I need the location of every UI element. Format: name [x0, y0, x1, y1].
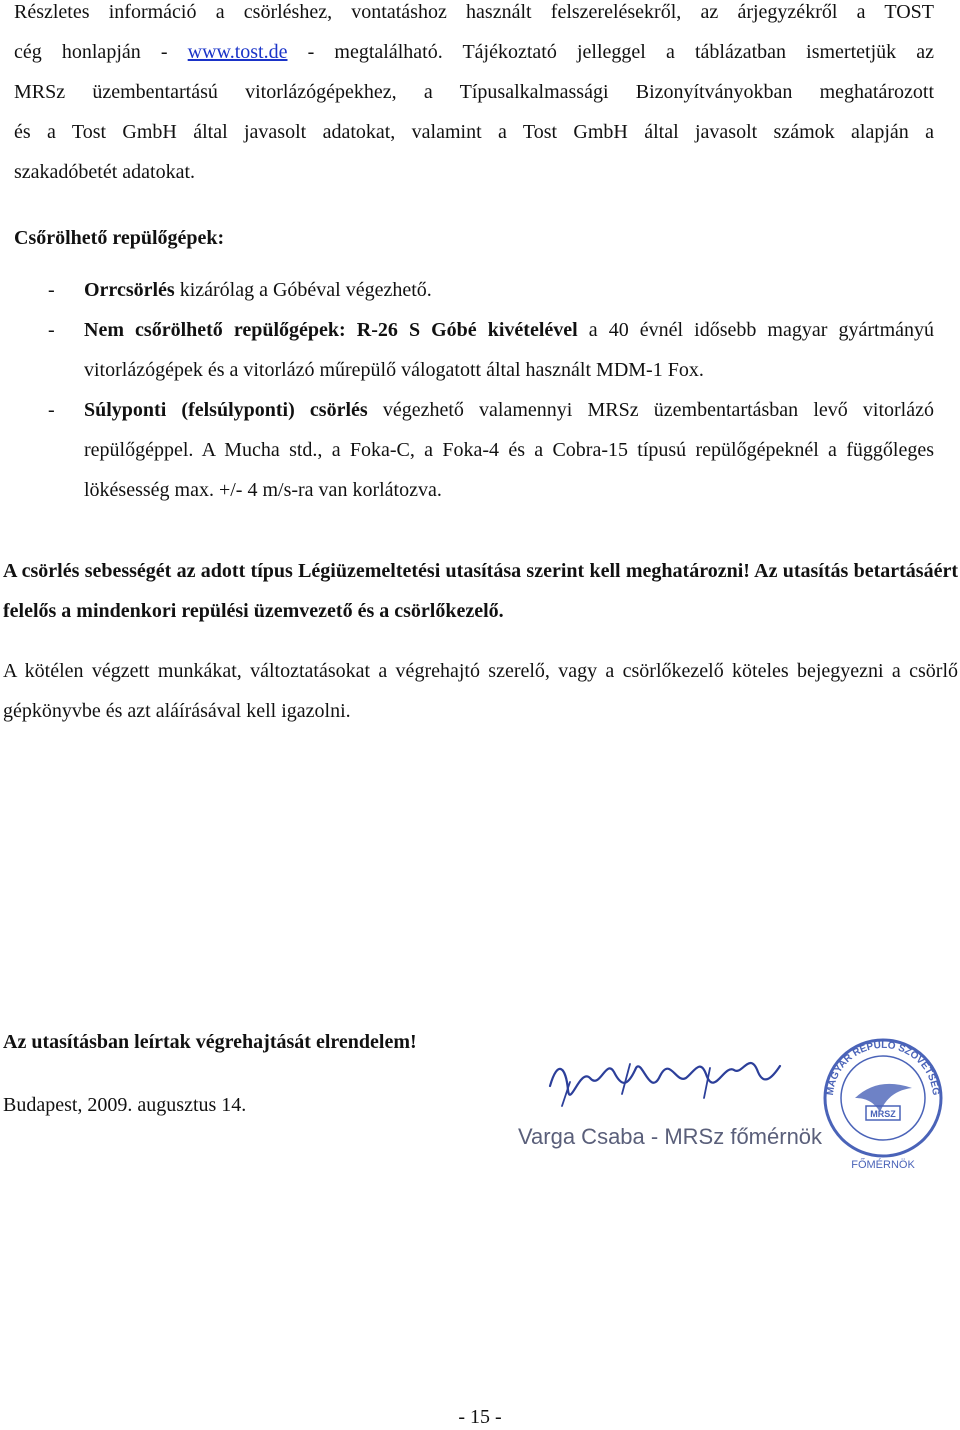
bullet-dash: -: [48, 319, 55, 341]
bullet-text: végezhető valamennyi MRSz üzembentartásban levő vitorlázó repülőgéppel. A Mucha std., a Foka-C, a Foka-4 és a Cobra-15 típusú repülőgépeknél a függőleges lökésesség max. +/- 4 m/s-ra van korlátozva.: [84, 399, 934, 501]
page-number: - 15 -: [458, 1406, 502, 1428]
bullet-text: a 40 évnél idősebb magyar gyártmányú vitorlázógépek és a vitorlázó műrepülő válogatott által használt MDM-1 Fox.: [84, 319, 934, 381]
signature-scribble: [550, 1063, 780, 1095]
stamp-center-text: MRSZ: [870, 1109, 896, 1119]
bullet-item: [84, 310, 934, 390]
order-line: Az utasításban leírtak végrehajtását elrendelem!: [3, 1031, 417, 1053]
signature-graphic: [510, 1028, 950, 1178]
intro-line-5: szakadóbetét adatokat.: [14, 161, 196, 183]
signature-name: Varga Csaba - MRSz főmérnök: [518, 1124, 823, 1149]
date-line: Budapest, 2009. augusztus 14.: [3, 1094, 247, 1116]
signature-block: [510, 1028, 950, 1178]
intro-line-1: Részletes információ a csörléshez, vontatáshoz használt felszerelésekről, az árjegyzékről a TOST: [14, 1, 934, 23]
bullet-bold-text: Nem csőrölhető repülőgépek: R-26 S Góbé kivételével: [84, 319, 578, 341]
intro-line-4: és a Tost GmbH által javasolt adatokat, valamint a Tost GmbH által javasolt számok alapján a: [14, 121, 934, 143]
intro-line-3: MRSz üzembentartású vitorlázógépekhez, a Típusalkalmassági Bizonyítványokban meghatározott: [14, 81, 934, 103]
bullet-bold-text: Orrcsörlés: [84, 279, 175, 301]
tost-website-link[interactable]: www.tost.de: [187, 41, 288, 63]
official-stamp: [825, 1038, 942, 1171]
intro-line-2: [14, 32, 934, 72]
stamp-text-top: MAGYAR REPÜLŐ SZÖVETSÉG: [824, 1039, 942, 1097]
section-heading: Csőrölhető repülőgépek:: [14, 227, 225, 249]
bullet-dash: -: [48, 399, 55, 421]
bullet-bold-text: Súlyponti (felsúlyponti) csörlés: [84, 399, 368, 421]
intro-line-2-end: - megtalálható. Tájékoztató jelleggel a táblázatban ismertetjük az: [287, 41, 935, 63]
bullet-dash: -: [48, 279, 55, 301]
bold-paragraph: A csörlés sebességét az adott típus Légiüzemeltetési utasítása szerint kell meghatározni! Az utasítás betartásáért felelős a mindenkori repülési üzemvezető és a csörlőkezelő.: [3, 560, 958, 622]
stamp-text-bottom: FŐMÉRNÖK: [851, 1159, 915, 1171]
bullet-item: [84, 270, 934, 310]
bullet-text: kizárólag a Góbéval végezhető.: [174, 279, 432, 301]
intro-line-2-start: cég honlapján -: [14, 41, 188, 63]
paragraph-logbook: A kötélen végzett munkákat, változtatásokat a végrehajtó szerelő, vagy a csörlőkezelő köteles bejegyezni a csörlő gépkönyvbe és azt aláírásával kell igazolni.: [3, 660, 958, 722]
bullet-item: [84, 390, 934, 510]
